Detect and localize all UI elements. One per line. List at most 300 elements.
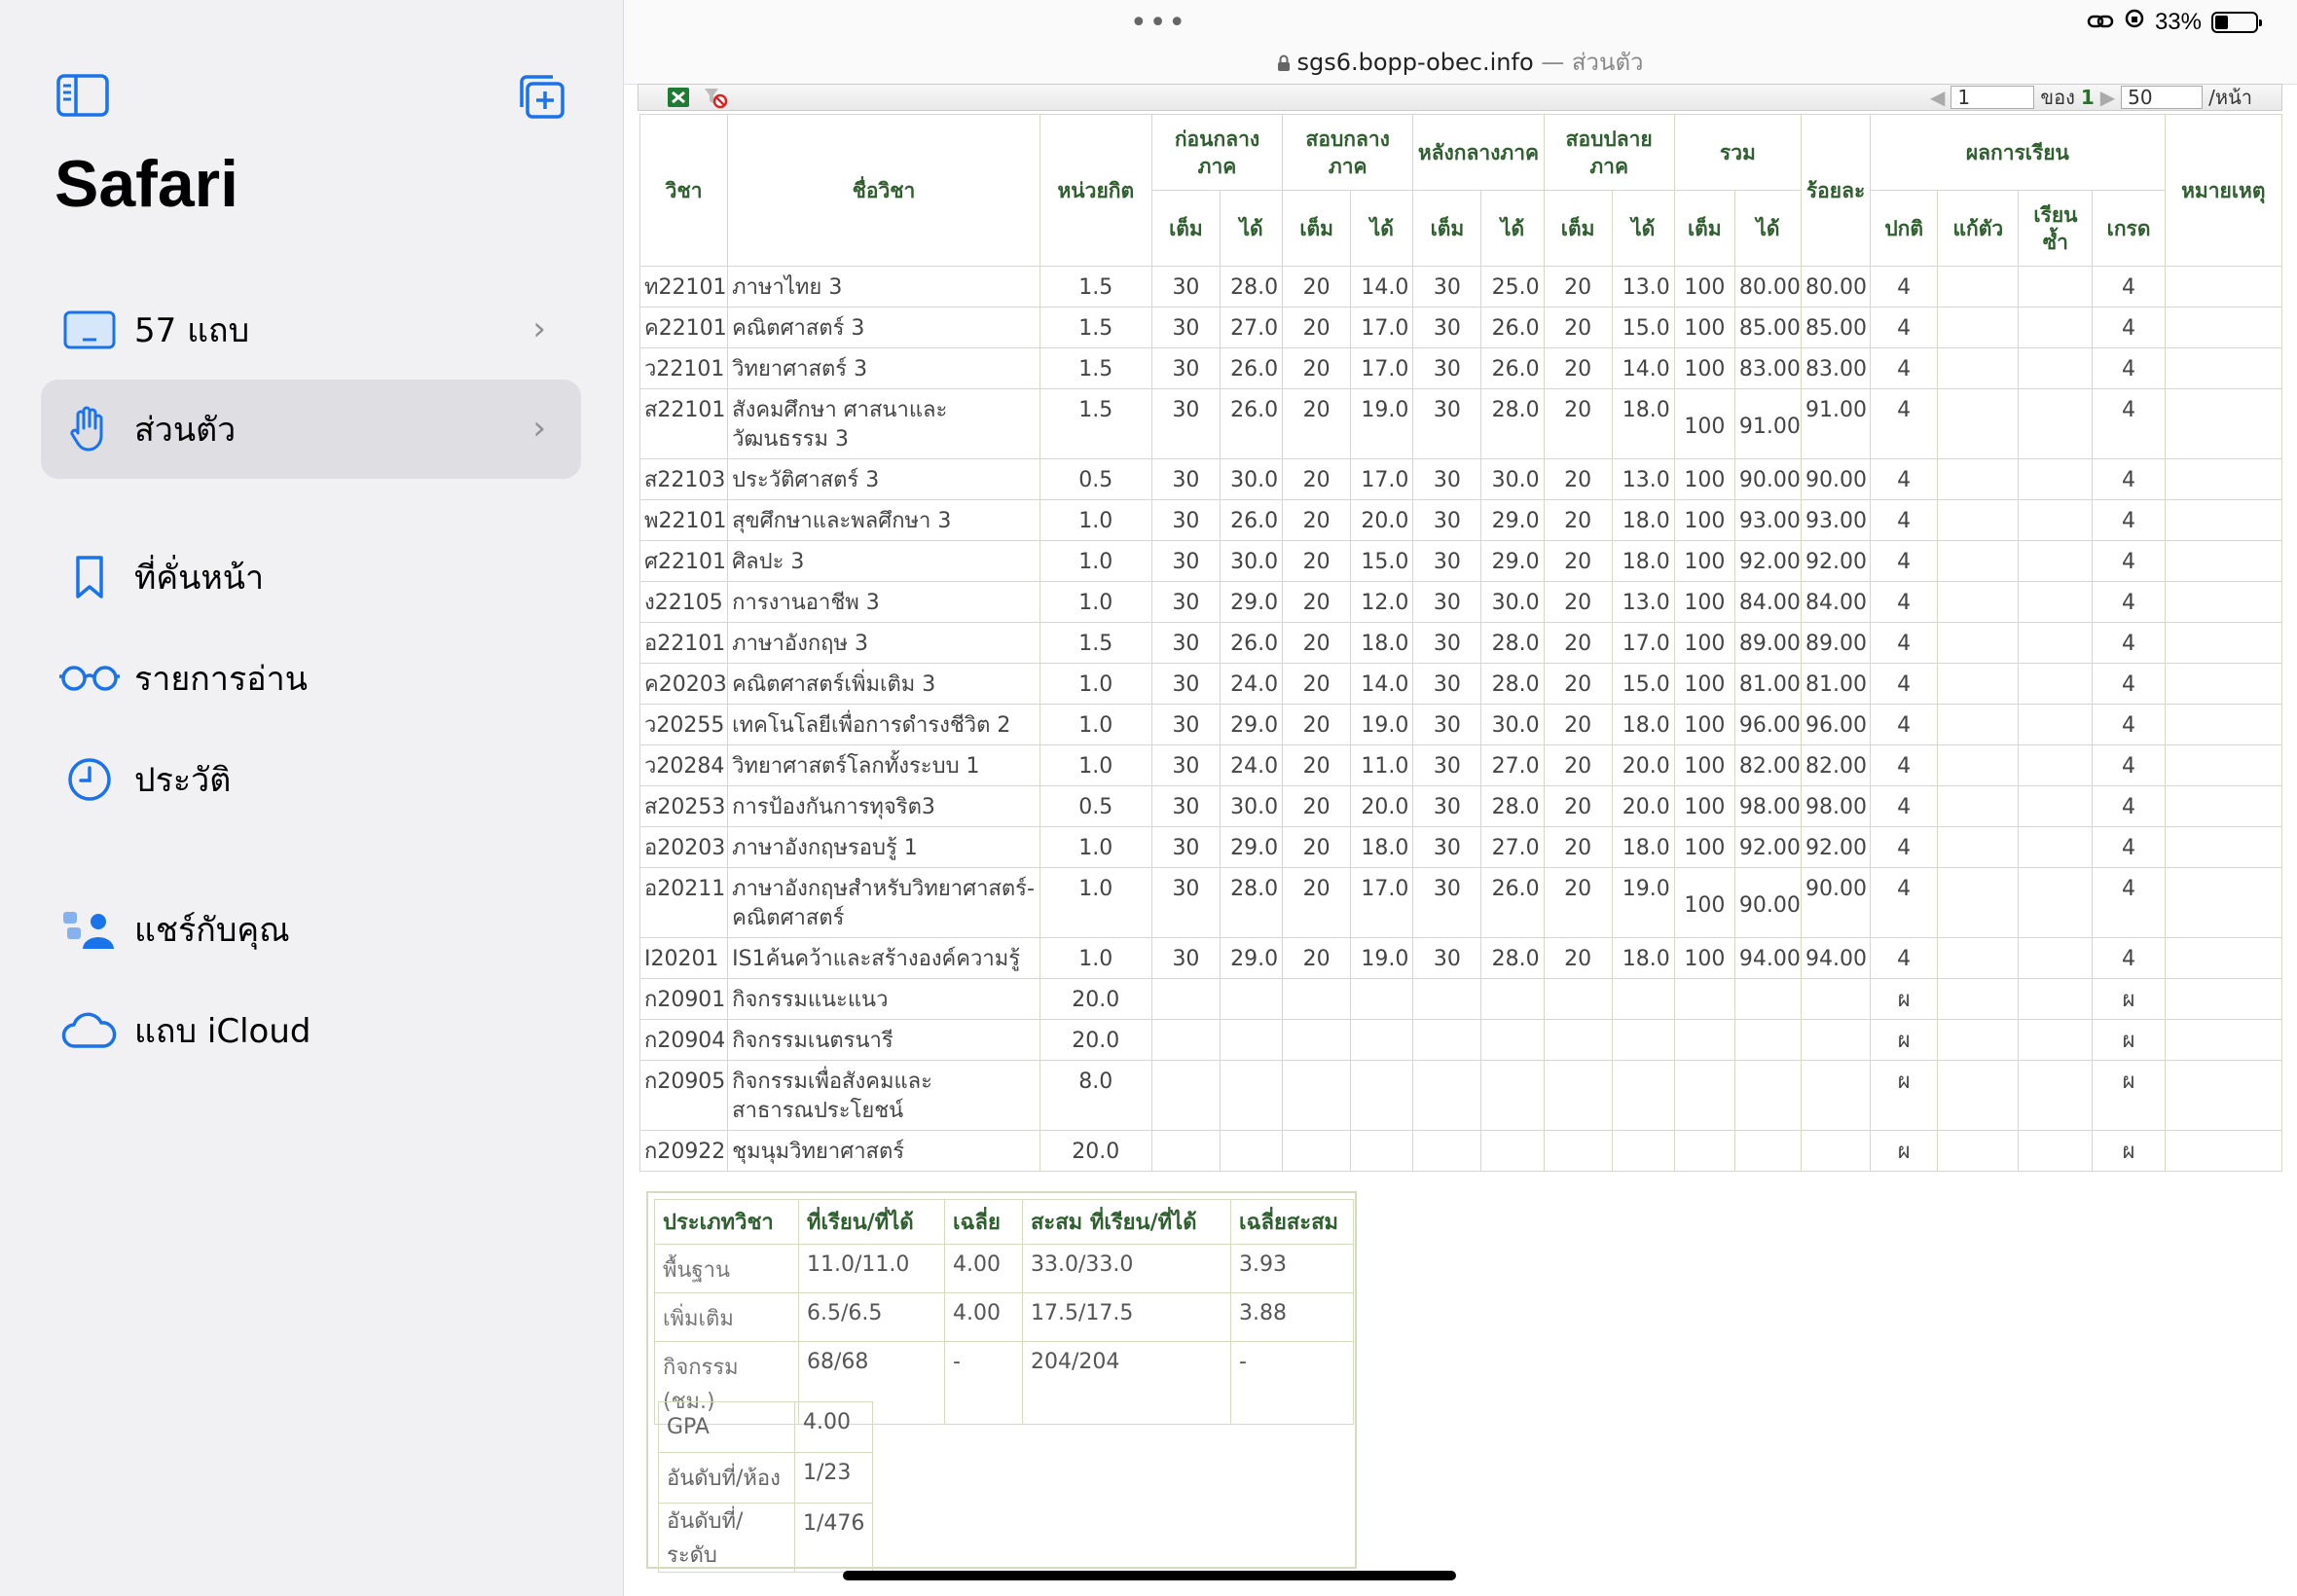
- cell-name: วิทยาศาสตร์โลกทั้งระบบ 1: [728, 745, 1040, 786]
- cell-name: คณิตศาสตร์ 3: [728, 308, 1040, 348]
- cell-repeat: [2019, 827, 2093, 868]
- next-page-icon[interactable]: ▶: [2099, 86, 2116, 109]
- cell-got: 19.0: [1351, 389, 1413, 459]
- cell-got: [1221, 1131, 1283, 1172]
- excel-export-icon[interactable]: [662, 85, 695, 110]
- table-row: [640, 582, 2282, 623]
- sidebar-item-tabs[interactable]: [41, 280, 581, 380]
- cell-name: ภาษาไทย 3: [728, 267, 1040, 308]
- clear-filter-icon[interactable]: [699, 85, 732, 110]
- table-row: [640, 664, 2282, 705]
- table-row: [640, 745, 2282, 786]
- cell-got: [1481, 1020, 1544, 1061]
- cell-got: 11.0: [1351, 745, 1413, 786]
- cell-code: พ22101: [640, 500, 728, 541]
- grades-table-body: [640, 267, 2282, 1172]
- summary-cell: -: [1231, 1342, 1354, 1425]
- cell-full: 30: [1413, 938, 1481, 979]
- cell-got: 93.00: [1734, 500, 1801, 541]
- cell-repeat: [2019, 979, 2093, 1020]
- cell-remark: [2165, 267, 2281, 308]
- cell-got: 28.0: [1221, 267, 1283, 308]
- col-header-percent: ร้อยละ: [1802, 115, 1871, 267]
- cell-got: 29.0: [1481, 500, 1544, 541]
- cell-fix: [1938, 786, 2019, 827]
- cell-remark: [2165, 500, 2281, 541]
- cell-percent: 93.00: [1802, 500, 1871, 541]
- cell-percent: 92.00: [1802, 541, 1871, 582]
- cell-percent: 94.00: [1802, 938, 1871, 979]
- summary-cell: กิจกรรม (ชม.): [655, 1342, 799, 1425]
- cell-got: 12.0: [1351, 582, 1413, 623]
- summary-row: [655, 1293, 1354, 1342]
- cell-full: 20: [1544, 308, 1612, 348]
- cell-credit: 20.0: [1039, 1020, 1151, 1061]
- cell-full: 30: [1151, 459, 1220, 500]
- cell-got: 29.0: [1481, 541, 1544, 582]
- summary-cell: 3.88: [1231, 1293, 1354, 1342]
- cell-full: 100: [1674, 938, 1734, 979]
- cell-remark: [2165, 582, 2281, 623]
- col-header-total: รวม: [1674, 115, 1801, 191]
- cell-grade: 4: [2093, 827, 2165, 868]
- cell-full: 30: [1413, 308, 1481, 348]
- cell-got: 20.0: [1351, 500, 1413, 541]
- cell-got: [1734, 1061, 1801, 1131]
- cell-got: 90.00: [1734, 868, 1801, 938]
- cell-code: ก20905: [640, 1061, 728, 1131]
- table-row: [640, 786, 2282, 827]
- table-row: [640, 500, 2282, 541]
- cell-percent: 80.00: [1802, 267, 1871, 308]
- sub-header-full: เต็ม: [1413, 191, 1481, 267]
- cell-got: 13.0: [1612, 459, 1674, 500]
- cell-percent: 98.00: [1802, 786, 1871, 827]
- sidebar-title: Safari: [55, 147, 238, 221]
- cell-repeat: [2019, 786, 2093, 827]
- cell-credit: 1.5: [1039, 389, 1151, 459]
- cell-full: [1151, 1061, 1220, 1131]
- cell-name: ชุมนุมวิทยาศาสตร์: [728, 1131, 1040, 1172]
- table-row: [640, 541, 2282, 582]
- summary-cell: 4.00: [945, 1245, 1023, 1293]
- private-mode-label: — ส่วนตัว: [1541, 49, 1644, 76]
- pagination: [1930, 85, 2252, 110]
- page-input[interactable]: 1: [1951, 86, 2034, 109]
- sub-header-got: ได้: [1221, 191, 1283, 267]
- cell-normal: 4: [1871, 745, 1938, 786]
- cell-got: 19.0: [1612, 868, 1674, 938]
- cell-full: 20: [1283, 745, 1351, 786]
- cell-full: 20: [1283, 348, 1351, 389]
- cell-got: [1612, 1131, 1674, 1172]
- cell-got: 28.0: [1481, 786, 1544, 827]
- cell-code: ก20904: [640, 1020, 728, 1061]
- cell-percent: [1802, 979, 1871, 1020]
- cell-got: 29.0: [1221, 582, 1283, 623]
- cell-full: 20: [1544, 582, 1612, 623]
- cell-fix: [1938, 664, 2019, 705]
- cell-got: 13.0: [1612, 267, 1674, 308]
- sidebar-item-shared-with-you[interactable]: [41, 880, 581, 979]
- cell-full: 100: [1674, 348, 1734, 389]
- cell-remark: [2165, 1131, 2281, 1172]
- summary-body: [655, 1245, 1354, 1425]
- cell-got: 15.0: [1612, 664, 1674, 705]
- cell-full: [1151, 979, 1220, 1020]
- col-header-remark: หมายเหตุ: [2165, 115, 2281, 267]
- gpa-row: [659, 1453, 873, 1504]
- new-tab-group-icon[interactable]: [518, 74, 566, 123]
- cell-credit: 1.0: [1039, 541, 1151, 582]
- cell-full: 20: [1544, 938, 1612, 979]
- cell-remark: [2165, 348, 2281, 389]
- safari-sidebar: [0, 0, 624, 1596]
- cell-full: 30: [1413, 459, 1481, 500]
- cell-remark: [2165, 705, 2281, 745]
- cell-full: 20: [1283, 664, 1351, 705]
- cell-full: [1151, 1020, 1220, 1061]
- status-indicators: [2087, 8, 2258, 36]
- cell-percent: 82.00: [1802, 745, 1871, 786]
- cell-name: คณิตศาสตร์เพิ่มเติม 3: [728, 664, 1040, 705]
- cell-grade: 4: [2093, 500, 2165, 541]
- sidebar-item-icloud-tabs[interactable]: [41, 981, 581, 1080]
- cell-got: 27.0: [1481, 745, 1544, 786]
- cell-code: ว22101: [640, 348, 728, 389]
- cell-credit: 1.0: [1039, 664, 1151, 705]
- cell-grade: 4: [2093, 664, 2165, 705]
- cell-credit: 1.0: [1039, 868, 1151, 938]
- cell-got: [1481, 1061, 1544, 1131]
- cell-full: 20: [1544, 786, 1612, 827]
- gpa-rank-table: [658, 1401, 873, 1573]
- cell-fix: [1938, 308, 2019, 348]
- cell-normal: ผ: [1871, 1131, 1938, 1172]
- cell-normal: 4: [1871, 389, 1938, 459]
- sidebar-toggle-icon[interactable]: [56, 74, 109, 121]
- cell-credit: 1.0: [1039, 938, 1151, 979]
- summary-cell: 6.5/6.5: [799, 1293, 945, 1342]
- tabs-icon: [55, 310, 125, 349]
- cell-full: [1674, 979, 1734, 1020]
- chevron-right-icon: ›: [532, 309, 546, 348]
- cell-full: 20: [1283, 938, 1351, 979]
- gpa-summary-panel: [646, 1191, 1357, 1569]
- cell-got: 24.0: [1221, 745, 1283, 786]
- table-row: [640, 827, 2282, 868]
- gpa-value: 1/476: [795, 1504, 873, 1573]
- cell-grade: ผ: [2093, 1131, 2165, 1172]
- cell-got: 18.0: [1612, 705, 1674, 745]
- cell-full: 100: [1674, 500, 1734, 541]
- cell-code: อ20211: [640, 868, 728, 938]
- sidebar-item-history[interactable]: [41, 730, 581, 829]
- cell-repeat: [2019, 348, 2093, 389]
- cell-credit: 1.5: [1039, 308, 1151, 348]
- cell-remark: [2165, 308, 2281, 348]
- cell-got: 17.0: [1351, 308, 1413, 348]
- summary-cell: 3.93: [1231, 1245, 1354, 1293]
- col-header-mid: สอบกลางภาค: [1283, 115, 1413, 191]
- cell-name: เทคโนโลยีเพื่อการดำรงชีวิต 2: [728, 705, 1040, 745]
- cell-repeat: [2019, 267, 2093, 308]
- col-header-result: ผลการเรียน: [1871, 115, 2166, 191]
- cell-full: 100: [1674, 541, 1734, 582]
- summary-col-header: เฉลี่ยสะสม: [1231, 1200, 1354, 1245]
- battery-percent: 33%: [2154, 8, 2202, 35]
- cell-name: สุขศึกษาและพลศึกษา 3: [728, 500, 1040, 541]
- cell-got: 18.0: [1351, 623, 1413, 664]
- table-row: [640, 459, 2282, 500]
- cell-name: การป้องกันการทุจริต3: [728, 786, 1040, 827]
- cell-full: [1674, 1020, 1734, 1061]
- cell-full: 30: [1413, 705, 1481, 745]
- cell-code: ส20253: [640, 786, 728, 827]
- cell-got: 30.0: [1481, 705, 1544, 745]
- cell-got: 83.00: [1734, 348, 1801, 389]
- cell-grade: 4: [2093, 308, 2165, 348]
- cell-full: 30: [1413, 664, 1481, 705]
- cell-name: การงานอาชีพ 3: [728, 582, 1040, 623]
- cell-percent: [1802, 1061, 1871, 1131]
- cell-fix: [1938, 541, 2019, 582]
- cell-full: 30: [1151, 541, 1220, 582]
- cell-full: 20: [1544, 705, 1612, 745]
- address-bar[interactable]: [624, 43, 2297, 81]
- cell-got: 28.0: [1481, 623, 1544, 664]
- cell-name: กิจกรรมแนะแนว: [728, 979, 1040, 1020]
- cell-full: 30: [1151, 348, 1220, 389]
- cell-normal: 4: [1871, 541, 1938, 582]
- cell-got: [1351, 1061, 1413, 1131]
- cell-got: 84.00: [1734, 582, 1801, 623]
- sub-header-full: เต็ม: [1151, 191, 1220, 267]
- cell-full: 20: [1283, 308, 1351, 348]
- cell-normal: 4: [1871, 705, 1938, 745]
- cell-full: 100: [1674, 623, 1734, 664]
- cell-got: [1734, 1020, 1801, 1061]
- cell-got: 14.0: [1612, 348, 1674, 389]
- window-menu-dots[interactable]: •••: [1130, 6, 1188, 40]
- cell-full: 20: [1544, 389, 1612, 459]
- cell-repeat: [2019, 868, 2093, 938]
- cell-got: [1612, 979, 1674, 1020]
- browser-top-bar: [624, 0, 2297, 85]
- cell-repeat: [2019, 582, 2093, 623]
- summary-cell: 68/68: [799, 1342, 945, 1425]
- cell-full: 30: [1151, 267, 1220, 308]
- cell-full: 20: [1544, 827, 1612, 868]
- cell-code: ง22105: [640, 582, 728, 623]
- col-header-pre-mid: ก่อนกลางภาค: [1151, 115, 1282, 191]
- cell-repeat: [2019, 623, 2093, 664]
- cell-full: 30: [1413, 348, 1481, 389]
- table-row: [640, 308, 2282, 348]
- lock-icon: [1277, 51, 1291, 78]
- cell-got: 14.0: [1351, 267, 1413, 308]
- cell-normal: 4: [1871, 267, 1938, 308]
- cell-repeat: [2019, 541, 2093, 582]
- cell-got: 17.0: [1351, 868, 1413, 938]
- cell-full: [1283, 979, 1351, 1020]
- gpa-label: GPA: [659, 1402, 795, 1453]
- cell-percent: 90.00: [1802, 868, 1871, 938]
- cell-code: อ20203: [640, 827, 728, 868]
- cell-grade: 4: [2093, 786, 2165, 827]
- cell-remark: [2165, 979, 2281, 1020]
- prev-page-icon[interactable]: ◀: [1930, 86, 1946, 109]
- cell-credit: 1.5: [1039, 267, 1151, 308]
- cell-got: 30.0: [1221, 541, 1283, 582]
- table-row: [640, 1020, 2282, 1061]
- bookmark-icon: [55, 554, 125, 600]
- sub-header-fix: แก้ตัว: [1938, 191, 2019, 267]
- cell-credit: 1.0: [1039, 827, 1151, 868]
- sidebar-item-label: 57 แถบ: [134, 311, 250, 350]
- cell-remark: [2165, 786, 2281, 827]
- cell-full: 100: [1674, 308, 1734, 348]
- cell-got: 26.0: [1221, 500, 1283, 541]
- cell-grade: 4: [2093, 745, 2165, 786]
- cell-got: 82.00: [1734, 745, 1801, 786]
- gpa-label: อันดับที่/ระดับ: [659, 1504, 795, 1573]
- cell-got: 94.00: [1734, 938, 1801, 979]
- page-total: 1: [2080, 86, 2095, 109]
- cell-full: 20: [1283, 827, 1351, 868]
- cell-fix: [1938, 1061, 2019, 1131]
- cell-got: 81.00: [1734, 664, 1801, 705]
- cell-fix: [1938, 267, 2019, 308]
- col-header-code: วิชา: [640, 115, 728, 267]
- sidebar-item-bookmarks[interactable]: [41, 527, 581, 627]
- cell-name: กิจกรรมเพื่อสังคมและสาธารณประโยชน์: [728, 1061, 1040, 1131]
- col-header-credit: หน่วยกิต: [1039, 115, 1151, 267]
- cell-remark: [2165, 827, 2281, 868]
- cell-full: [1413, 979, 1481, 1020]
- hand-icon: [55, 405, 125, 453]
- cell-got: 17.0: [1612, 623, 1674, 664]
- cell-full: 20: [1544, 664, 1612, 705]
- chevron-right-icon: ›: [532, 409, 546, 448]
- cell-repeat: [2019, 664, 2093, 705]
- col-header-post-mid: หลังกลางภาค: [1413, 115, 1544, 191]
- home-indicator[interactable]: [843, 1571, 1456, 1580]
- cell-full: 30: [1413, 541, 1481, 582]
- cell-credit: 1.0: [1039, 745, 1151, 786]
- clock-icon: [55, 756, 125, 803]
- cell-got: 26.0: [1481, 348, 1544, 389]
- cell-fix: [1938, 745, 2019, 786]
- cell-got: 98.00: [1734, 786, 1801, 827]
- sidebar-item-label: รายการอ่าน: [134, 660, 308, 699]
- cell-full: 30: [1151, 308, 1220, 348]
- cell-normal: 4: [1871, 582, 1938, 623]
- cell-credit: 1.5: [1039, 348, 1151, 389]
- sidebar-item-reading-list[interactable]: [41, 629, 581, 728]
- cell-percent: 96.00: [1802, 705, 1871, 745]
- cell-full: 100: [1674, 745, 1734, 786]
- cell-full: 30: [1413, 267, 1481, 308]
- cell-code: ส22101: [640, 389, 728, 459]
- cell-code: ค22101: [640, 308, 728, 348]
- cell-got: 15.0: [1351, 541, 1413, 582]
- cell-normal: ผ: [1871, 1061, 1938, 1131]
- cell-credit: 0.5: [1039, 459, 1151, 500]
- table-row: [640, 267, 2282, 308]
- cell-got: 26.0: [1481, 308, 1544, 348]
- cell-code: ก20901: [640, 979, 728, 1020]
- gpa-row: [659, 1402, 873, 1453]
- sidebar-item-private[interactable]: [41, 380, 581, 479]
- cell-full: 20: [1544, 868, 1612, 938]
- cell-got: 90.00: [1734, 459, 1801, 500]
- cell-grade: 4: [2093, 705, 2165, 745]
- cell-got: 18.0: [1612, 938, 1674, 979]
- cell-remark: [2165, 459, 2281, 500]
- summary-cell: 17.5/17.5: [1023, 1293, 1231, 1342]
- cell-grade: ผ: [2093, 979, 2165, 1020]
- cell-got: 80.00: [1734, 267, 1801, 308]
- cell-normal: 4: [1871, 664, 1938, 705]
- cell-credit: 20.0: [1039, 1131, 1151, 1172]
- cell-normal: 4: [1871, 868, 1938, 938]
- cell-remark: [2165, 1061, 2281, 1131]
- cell-name: ประวัติศาสตร์ 3: [728, 459, 1040, 500]
- table-row: [640, 623, 2282, 664]
- table-row: [640, 868, 2282, 938]
- cell-full: 30: [1413, 623, 1481, 664]
- cell-got: 30.0: [1481, 582, 1544, 623]
- cell-got: 13.0: [1612, 582, 1674, 623]
- cell-full: 20: [1283, 389, 1351, 459]
- cell-got: 20.0: [1612, 786, 1674, 827]
- per-page-input[interactable]: 50: [2121, 86, 2203, 109]
- url-text: sgs6.bopp-obec.info: [1296, 49, 1534, 76]
- cell-got: 20.0: [1612, 745, 1674, 786]
- cell-got: 18.0: [1612, 389, 1674, 459]
- cell-repeat: [2019, 1131, 2093, 1172]
- summary-col-header: ประเภทวิชา: [655, 1200, 799, 1245]
- cell-fix: [1938, 868, 2019, 938]
- cell-got: 29.0: [1221, 705, 1283, 745]
- cell-normal: 4: [1871, 786, 1938, 827]
- col-header-final: สอบปลายภาค: [1544, 115, 1674, 191]
- cell-normal: 4: [1871, 938, 1938, 979]
- cell-fix: [1938, 582, 2019, 623]
- cell-full: [1544, 1020, 1612, 1061]
- cell-name: IS1ค้นคว้าและสร้างองค์ความรู้: [728, 938, 1040, 979]
- cell-fix: [1938, 938, 2019, 979]
- cell-remark: [2165, 938, 2281, 979]
- cell-full: 100: [1674, 868, 1734, 938]
- cell-full: 20: [1544, 500, 1612, 541]
- summary-col-header: เฉลี่ย: [945, 1200, 1023, 1245]
- summary-col-header: สะสม ที่เรียน/ที่ได้: [1023, 1200, 1231, 1245]
- cell-percent: 85.00: [1802, 308, 1871, 348]
- cell-got: [1351, 1131, 1413, 1172]
- cell-got: 30.0: [1481, 459, 1544, 500]
- cell-fix: [1938, 389, 2019, 459]
- cell-got: 27.0: [1481, 827, 1544, 868]
- cell-normal: 4: [1871, 348, 1938, 389]
- cell-got: [1221, 979, 1283, 1020]
- cell-got: 18.0: [1612, 541, 1674, 582]
- cell-grade: ผ: [2093, 1061, 2165, 1131]
- sub-header-grade: เกรด: [2093, 191, 2165, 267]
- cell-got: 17.0: [1351, 459, 1413, 500]
- cell-code: ท22101: [640, 267, 728, 308]
